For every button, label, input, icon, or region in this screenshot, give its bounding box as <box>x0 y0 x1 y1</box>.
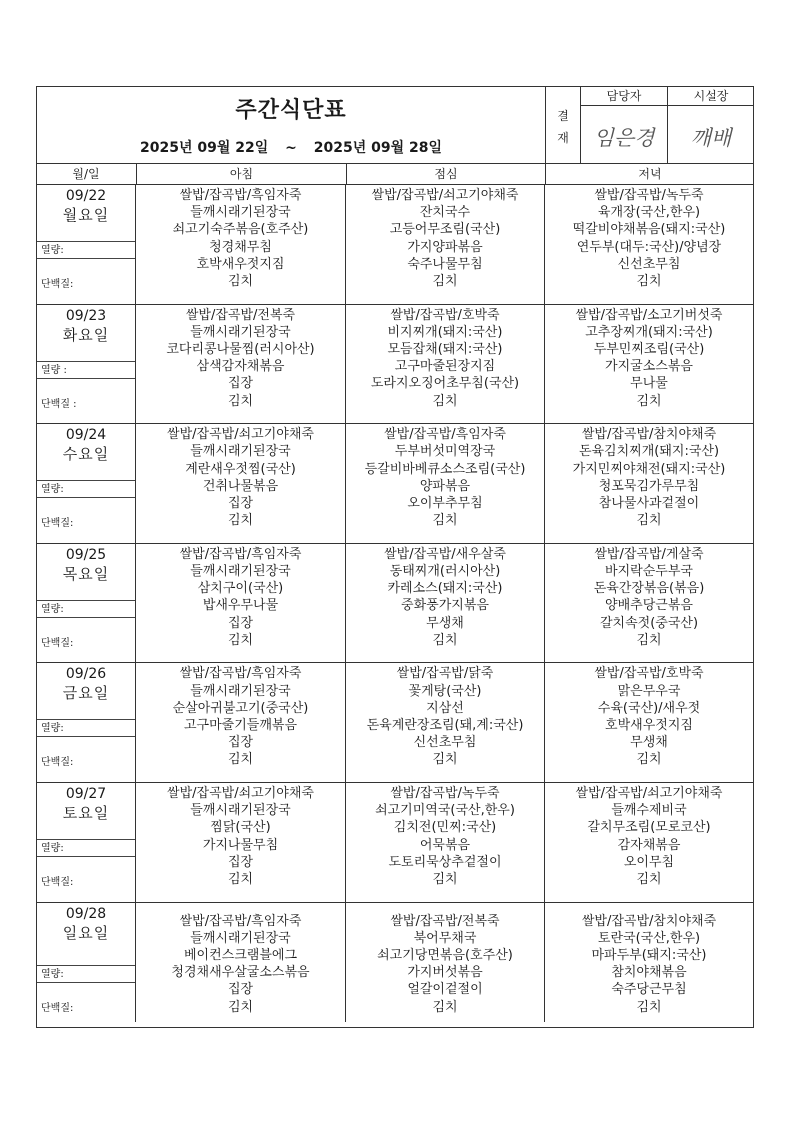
dinner-item: 돈육김치찌개(돼지:국산) <box>578 444 720 460</box>
breakfast-item: 들깨시래기된장국 <box>190 324 291 340</box>
lunch-item: 잔치국수 <box>419 205 471 221</box>
dinner-item: 호박새우젓지짐 <box>605 718 693 733</box>
breakfast-item: 들깨시래기된장국 <box>190 683 291 699</box>
lunch-cell <box>346 913 544 1016</box>
lunch-item: 동태찌개(러시아산) <box>389 564 501 579</box>
protein-label: 단백질: <box>41 877 74 888</box>
calorie-label: 열량: <box>37 719 135 737</box>
breakfast-item: 김치 <box>227 752 254 768</box>
breakfast-item: 김치 <box>227 393 254 409</box>
dinner-item: 갈치무조림(모로코산) <box>587 820 711 836</box>
dinner-item: 쌀밥/잡곡밥/게살죽 <box>594 546 704 562</box>
dinner-item: 들깨수제비국 <box>611 803 687 819</box>
director-signature-cell <box>668 106 754 163</box>
day-row <box>37 424 753 544</box>
breakfast-cell <box>136 426 345 529</box>
breakfast-item: 코다리콩나물찜(러시아산) <box>166 342 315 357</box>
breakfast-item: 김치 <box>227 274 254 290</box>
breakfast-item: 쌀밥/잡곡밥/흑임자죽 <box>179 666 302 682</box>
breakfast-item: 집장 <box>227 615 254 631</box>
breakfast-item: 삼색감자채볶음 <box>196 359 285 375</box>
dinner-item: 김치 <box>636 632 662 648</box>
breakfast-item: 들깨시래기된장국 <box>190 803 291 819</box>
dinner-item: 떡갈비야채볶음(돼지:국산) <box>572 222 726 238</box>
approval-label-1: 결 <box>557 109 569 123</box>
day-cell <box>37 305 135 424</box>
day-cell <box>37 663 135 782</box>
date-label: 09/27 <box>65 786 107 802</box>
dinner-item: 김치 <box>636 393 662 409</box>
approval-box <box>545 87 754 163</box>
breakfast-item: 계란새우젓찜(국산) <box>185 461 296 477</box>
lunch-item: 쌀밥/잡곡밥/닭죽 <box>396 666 494 682</box>
protein-label: 단백질: <box>41 1002 74 1014</box>
breakfast-item: 고구마줄기들깨볶음 <box>183 718 298 733</box>
breakfast-cell <box>136 546 345 649</box>
breakfast-item: 쌀밥/잡곡밥/흑임자죽 <box>179 188 302 203</box>
breakfast-item: 밥새우무나물 <box>202 598 279 614</box>
dinner-item: 김치 <box>636 513 662 529</box>
breakfast-item: 쌀밥/잡곡밥/쇠고기야채죽 <box>167 427 314 443</box>
dinner-item: 쌀밥/잡곡밥/쇠고기야채죽 <box>575 786 723 801</box>
breakfast-item: 집장 <box>227 735 254 751</box>
lunch-item: 무생채 <box>426 615 464 631</box>
lunch-item: 김치 <box>432 393 458 409</box>
dinner-cell <box>545 546 753 649</box>
dinner-item: 무생채 <box>630 735 668 751</box>
dinner-cell <box>545 426 753 529</box>
dinner-cell <box>545 913 753 1016</box>
lunch-item: 등갈비바베큐소스조림(국산) <box>364 461 526 477</box>
dinner-item: 토란국(국산,한우) <box>597 930 701 946</box>
manager-label: 담당자 <box>581 87 667 106</box>
range-tilde: ~ <box>285 140 297 156</box>
date-label: 09/23 <box>65 307 107 324</box>
dinner-item: 쌀밥/잡곡밥/호박죽 <box>594 666 704 682</box>
lunch-cell <box>346 426 544 529</box>
breakfast-item: 가지나물무침 <box>202 837 279 853</box>
lunch-item: 쇠고기당면볶음(호주산) <box>377 948 513 963</box>
lunch-item: 오이부추무침 <box>407 496 483 511</box>
dinner-item: 김치 <box>636 999 662 1015</box>
breakfast-item: 찜닭(국산) <box>210 820 271 836</box>
column-header-dinner: 저녁 <box>545 164 754 184</box>
lunch-cell <box>346 187 544 290</box>
breakfast-item: 쌀밥/잡곡밥/쇠고기야채죽 <box>167 786 314 801</box>
breakfast-item: 집장 <box>227 496 254 511</box>
lunch-item: 김치 <box>432 999 458 1015</box>
header <box>37 87 753 164</box>
lunch-item: 모듬잡채(돼지:국산) <box>387 342 503 357</box>
day-cell <box>37 903 135 1023</box>
dinner-cell <box>545 665 753 768</box>
protein-label: 단백질 : <box>41 398 77 410</box>
dinner-item: 마파두부(돼지:국산) <box>591 948 707 963</box>
lunch-item: 신선초무침 <box>413 735 477 751</box>
lunch-item: 어묵볶음 <box>419 837 471 853</box>
dinner-cell <box>545 785 753 888</box>
day-cell <box>37 544 135 663</box>
lunch-item: 쌀밥/잡곡밥/녹두죽 <box>390 786 500 801</box>
breakfast-cell <box>136 913 345 1016</box>
lunch-item: 김치 <box>432 274 458 290</box>
day-cell <box>37 185 135 304</box>
breakfast-item: 건취나물볶음 <box>202 478 279 494</box>
lunch-item: 쌀밥/잡곡밥/쇠고기야채죽 <box>371 188 519 203</box>
lunch-item: 중화풍가지볶음 <box>401 598 489 614</box>
lunch-item: 김치 <box>432 752 458 768</box>
breakfast-item: 들깨시래기된장국 <box>190 564 291 579</box>
dinner-item: 김치 <box>636 274 662 290</box>
breakfast-item: 쌀밥/잡곡밥/흑임자죽 <box>179 546 302 562</box>
lunch-item: 김치 <box>432 872 458 888</box>
start-date: 2025년 09월 22일 <box>140 140 269 156</box>
lunch-item: 꽃게탕(국산) <box>408 683 482 699</box>
dinner-item: 김치 <box>636 872 662 888</box>
menu-sheet <box>36 86 754 1028</box>
lunch-item: 얼갈이겉절이 <box>407 982 483 998</box>
day-row <box>37 544 753 664</box>
column-header-breakfast: 아침 <box>136 164 346 184</box>
calorie-label: 열량: <box>37 241 135 259</box>
calorie-label: 열량 : <box>37 361 135 379</box>
day-cell <box>37 424 135 543</box>
lunch-item: 도토리묵상추겉절이 <box>388 854 502 870</box>
dinner-item: 참치야채볶음 <box>611 965 687 981</box>
breakfast-item: 베이컨스크램블에그 <box>183 948 298 963</box>
manager-signature: 임은경 <box>593 126 655 150</box>
calorie-label: 열량: <box>37 480 135 498</box>
dinner-item: 고추장찌개(돼지:국산) <box>585 324 713 340</box>
protein-label: 단백질: <box>41 637 74 649</box>
end-date: 2025년 09월 28일 <box>313 140 442 156</box>
dinner-item: 쌀밥/잡곡밥/녹두죽 <box>594 188 704 203</box>
protein-label: 단백질: <box>41 757 74 769</box>
dinner-item: 쌀밥/잡곡밥/참치야채죽 <box>581 427 717 443</box>
breakfast-item: 순살아귀불고기(중국산) <box>172 700 309 716</box>
weekday-label: 일요일 <box>62 923 110 942</box>
dinner-item: 청포묵김가루무침 <box>598 478 700 494</box>
lunch-item: 도라지오징어초무침(국산) <box>370 376 520 392</box>
breakfast-item: 들깨시래기된장국 <box>190 930 291 946</box>
breakfast-item: 집장 <box>227 854 254 870</box>
lunch-item: 북어무채국 <box>413 930 477 946</box>
day-cell <box>37 783 135 902</box>
director-signature: 깨배 <box>690 126 732 150</box>
approval-label <box>546 87 581 163</box>
breakfast-cell <box>136 665 345 768</box>
breakfast-cell <box>136 187 345 290</box>
lunch-item: 쌀밥/잡곡밥/전복죽 <box>390 913 500 929</box>
column-header-day: 월/일 <box>72 167 100 181</box>
lunch-item: 쇠고기미역국(국산,한우) <box>375 803 515 819</box>
breakfast-item: 김치 <box>227 632 254 648</box>
lunch-item: 양파볶음 <box>419 478 471 494</box>
dinner-item: 맑은무우국 <box>617 683 681 699</box>
dinner-item: 양배추당근볶음 <box>605 598 693 614</box>
breakfast-item: 삼치구이(국산) <box>197 581 284 597</box>
lunch-item: 쌀밥/잡곡밥/흑임자죽 <box>384 427 506 443</box>
dinner-item: 무나물 <box>630 376 668 392</box>
date-range <box>37 137 545 157</box>
breakfast-item: 김치 <box>227 999 254 1015</box>
dinner-item: 육개장(국산,한우) <box>597 205 701 221</box>
column-header-lunch: 점심 <box>346 164 545 184</box>
dinner-item: 신선초무침 <box>617 256 681 272</box>
column-header-row <box>37 164 753 185</box>
dinner-item: 숙주당근무침 <box>611 982 687 998</box>
lunch-item: 돈육계란장조림(돼,계:국산) <box>366 718 524 733</box>
dinner-item: 돈육간장볶음(볶음) <box>593 581 705 597</box>
protein-label: 단백질: <box>41 279 74 290</box>
lunch-item: 김치 <box>432 632 458 648</box>
date-label: 09/26 <box>65 666 107 683</box>
breakfast-item: 집장 <box>227 376 254 392</box>
lunch-item: 고등어무조림(국산) <box>389 222 501 238</box>
lunch-item: 김치 <box>432 513 458 529</box>
lunch-item: 고구마줄된장지짐 <box>394 359 496 375</box>
lunch-item: 숙주나물무침 <box>407 256 483 272</box>
date-label: 09/22 <box>65 188 107 204</box>
lunch-cell <box>346 307 544 410</box>
day-row <box>37 783 753 903</box>
dinner-item: 감자채볶음 <box>617 837 681 853</box>
manager-signature-cell <box>581 106 667 163</box>
director-label: 시설장 <box>668 87 754 106</box>
dinner-cell <box>545 307 753 410</box>
calorie-label: 열량: <box>37 965 135 983</box>
lunch-item: 가지양파볶음 <box>407 239 483 255</box>
lunch-item: 비지찌개(돼지:국산) <box>387 324 503 340</box>
dinner-item: 쌀밥/잡곡밥/참치야채죽 <box>581 913 717 929</box>
breakfast-cell <box>136 785 345 888</box>
dinner-item: 두부민찌조림(국산) <box>593 342 705 357</box>
date-label: 09/25 <box>65 546 107 563</box>
dinner-item: 오이무침 <box>623 854 675 870</box>
lunch-item: 김치전(민찌:국산) <box>393 820 497 836</box>
lunch-item: 두부버섯미역장국 <box>394 444 496 460</box>
date-label: 09/24 <box>65 427 107 444</box>
dinner-item: 참나물사과겉절이 <box>598 496 700 511</box>
weekday-label: 금요일 <box>62 684 110 703</box>
dinner-item: 갈치속젓(중국산) <box>599 615 699 631</box>
lunch-item: 가지버섯볶음 <box>407 965 483 981</box>
dinner-item: 바지락순두부국 <box>605 564 693 579</box>
dinner-item: 가지굴소스볶음 <box>605 359 693 375</box>
approval-label-2: 재 <box>557 131 569 145</box>
calorie-label: 열량: <box>37 839 135 857</box>
breakfast-item: 청경채새우살굴소스볶음 <box>171 965 310 981</box>
breakfast-item: 호박새우젓지짐 <box>196 256 285 272</box>
dinner-item: 가지민찌야채전(돼지:국산) <box>572 461 726 477</box>
calorie-label: 열량: <box>37 600 135 618</box>
weekday-label: 수요일 <box>62 445 110 464</box>
breakfast-item: 청경채무침 <box>209 239 272 255</box>
lunch-cell <box>346 785 544 888</box>
breakfast-cell <box>136 307 345 410</box>
breakfast-item: 들깨시래기된장국 <box>190 205 291 221</box>
day-row <box>37 185 753 305</box>
manager-column <box>581 87 668 163</box>
breakfast-item: 김치 <box>227 872 254 888</box>
breakfast-item: 들깨시래기된장국 <box>190 444 291 460</box>
dinner-item: 쌀밥/잡곡밥/소고기버섯죽 <box>575 307 723 323</box>
day-row <box>37 305 753 425</box>
breakfast-item: 쌀밥/잡곡밥/전복죽 <box>185 307 296 323</box>
dinner-cell <box>545 187 753 290</box>
breakfast-item: 김치 <box>227 513 254 529</box>
day-row <box>37 903 753 1023</box>
breakfast-item: 쇠고기숙주볶음(호주산) <box>172 222 309 238</box>
director-column <box>668 87 754 163</box>
dinner-item: 김치 <box>636 752 662 768</box>
dinner-item: 수육(국산)/새우젓 <box>597 700 701 716</box>
weekday-label: 목요일 <box>62 564 110 583</box>
weekday-label: 토요일 <box>62 804 110 822</box>
lunch-item: 카레소스(돼지:국산) <box>387 581 503 597</box>
protein-label: 단백질: <box>41 518 74 530</box>
lunch-cell <box>346 546 544 649</box>
breakfast-item: 쌀밥/잡곡밥/흑임자죽 <box>179 913 302 929</box>
lunch-item: 쌀밥/잡곡밥/새우살죽 <box>384 546 506 562</box>
page-title: 주간식단표 <box>235 98 347 123</box>
date-label: 09/28 <box>65 905 107 922</box>
lunch-item: 지삼선 <box>426 700 464 716</box>
weekday-label: 월요일 <box>62 206 110 224</box>
lunch-item: 쌀밥/잡곡밥/호박죽 <box>390 307 500 323</box>
day-row <box>37 663 753 783</box>
lunch-cell <box>346 665 544 768</box>
weekday-label: 화요일 <box>62 325 110 344</box>
dinner-item: 연두부(대두:국산)/양념장 <box>576 239 722 255</box>
breakfast-item: 집장 <box>227 982 254 998</box>
